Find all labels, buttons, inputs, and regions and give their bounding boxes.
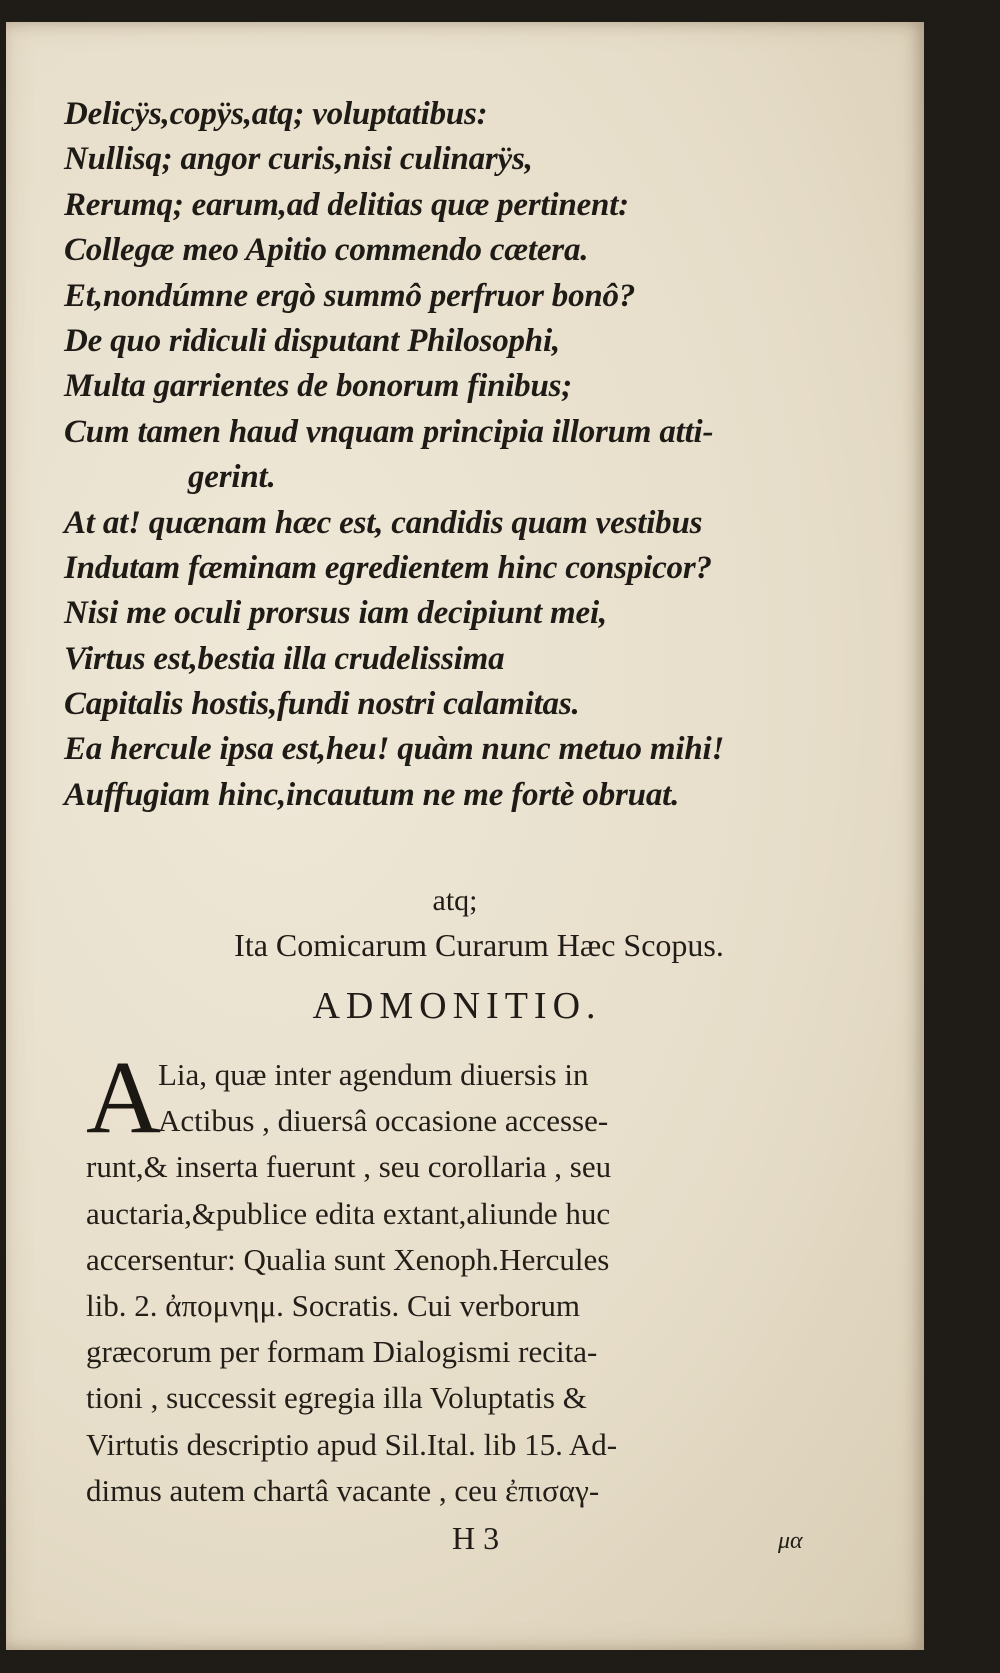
closing-atq: atq; [432, 884, 478, 917]
admonitio-body [86, 1040, 836, 1514]
book-page [6, 22, 924, 1650]
closing-line: Ita Comicarum Curarum Hæc Scopus. [234, 927, 724, 963]
verse-line: De quo ridiculi disputant Philosophi, [64, 322, 560, 359]
drop-cap: A [86, 1040, 162, 1155]
body-line: runt,& inserta fuerunt , seu corollaria , seu [86, 1149, 612, 1185]
body-line: dimus autem chartâ vacante , ceu ἐπισαγ- [86, 1472, 600, 1508]
verse-line: Rerumq; earum,ad delitias quæ pertinent: [64, 186, 629, 223]
verse-line: Capitalis hostis,fundi nostri calamitas. [64, 686, 580, 723]
body-line: Actibus , diuersâ occasione accesse- [158, 1103, 609, 1139]
verse-line: Et,nondúmne ergò summô perfruor bonô? [64, 277, 636, 314]
body-line: Lia, quæ inter agendum diuersis in [158, 1057, 589, 1092]
verse-block [64, 92, 844, 818]
body-line: accersentur: Qualia sunt Xenoph.Hercules [86, 1241, 610, 1277]
verse-line: Auffugiam hinc,incautum ne me fortè obruat. [64, 776, 680, 813]
verse-line: Nullisq; angor curis,nisi culinarÿs, [64, 141, 533, 178]
body-line: Virtutis descriptio apud Sil.Ital. lib 15. Ad- [86, 1426, 618, 1462]
verse-line: Multa garrientes de bonorum finibus; [64, 368, 573, 405]
body-line: auctaria,&publice edita extant,aliunde huc [86, 1195, 611, 1231]
verse-line: Virtus est,bestia illa crudelissima [64, 640, 505, 677]
verse-line: gerint. [188, 459, 276, 496]
verse-line: Delicÿs,copÿs,atq; voluptatibus: [64, 96, 488, 132]
verse-line: At at! quænam hæc est, candidis quam vestibus [64, 504, 703, 541]
catchword: μα [778, 1528, 803, 1554]
admonitio-heading: ADMONITIO. [312, 985, 602, 1027]
verse-line: Indutam fæminam egredientem hinc conspicor? [64, 549, 712, 586]
verse-line: Collegæ meo Apitio commendo cætera. [64, 232, 589, 269]
signature-mark: H 3 [452, 1520, 500, 1556]
body-line: græcorum per formam Dialogismi recita- [86, 1334, 598, 1370]
verse-line: Cum tamen haud vnquam principia illorum atti- [64, 413, 714, 450]
verse-line: Nisi me oculi prorsus iam decipiunt mei, [64, 595, 607, 632]
verse-line: Ea hercule ipsa est,heu! quàm nunc metuo mihi! [64, 731, 725, 768]
body-line: tioni , successit egregia illa Voluptatis & [86, 1380, 587, 1416]
body-line: lib. 2. ἀπομνημ. Socratis. Cui verborum [86, 1287, 581, 1323]
